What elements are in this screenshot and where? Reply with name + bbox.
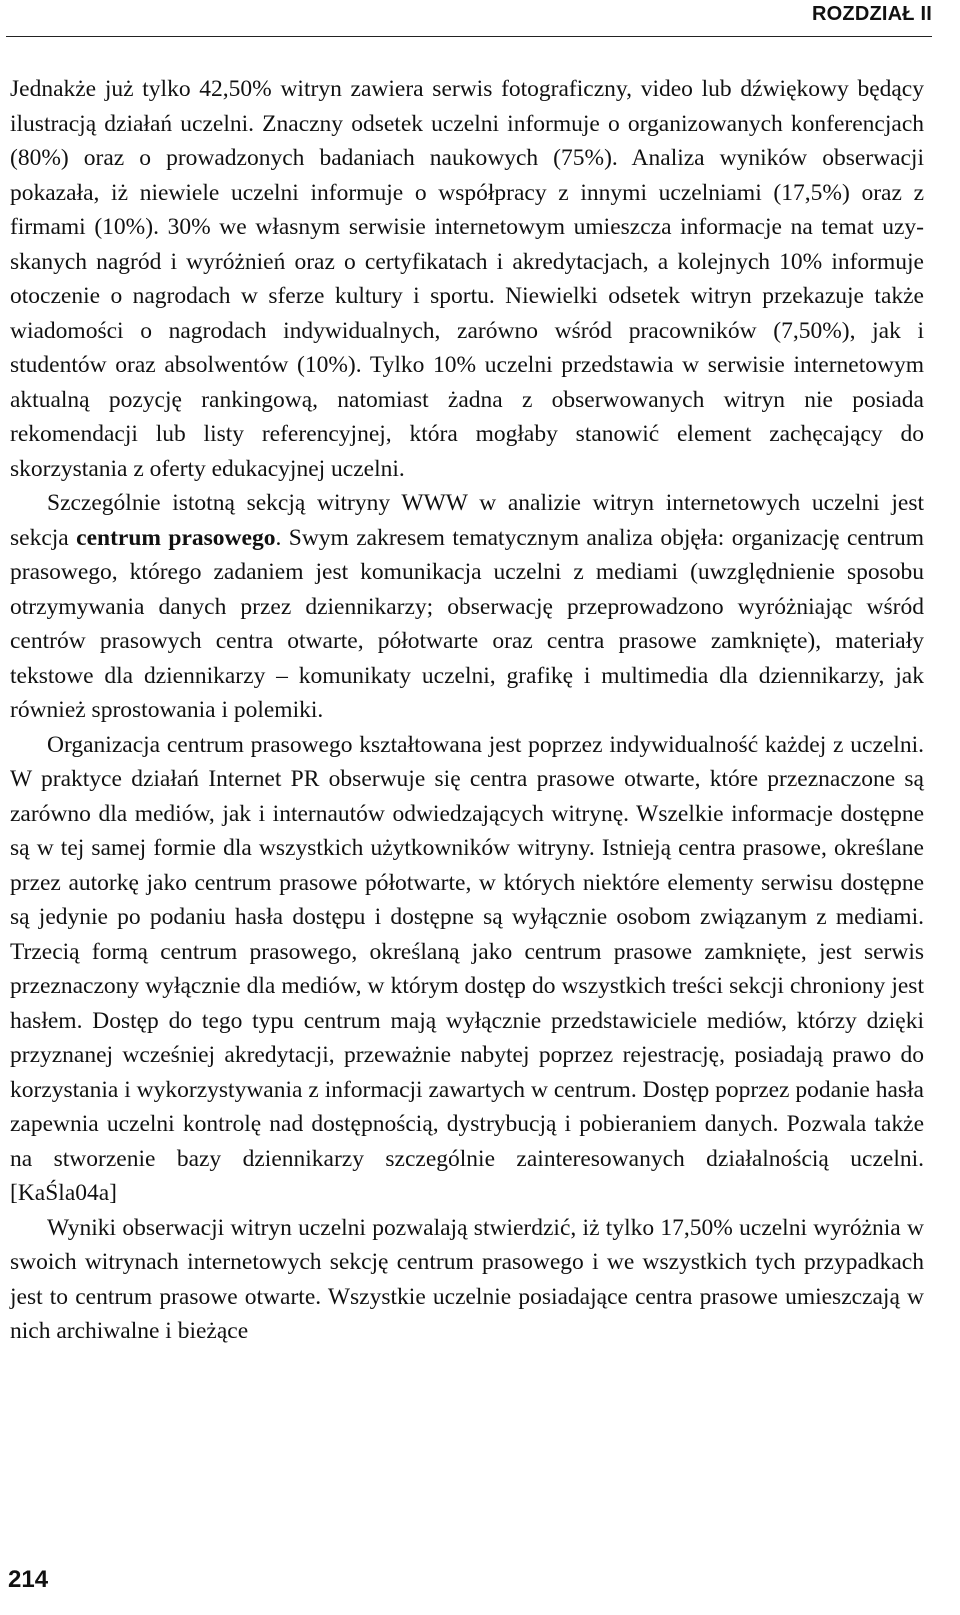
paragraph-4 bbox=[10, 1211, 924, 1349]
paragraph-3 bbox=[10, 728, 924, 1211]
paragraph-2-text-end: . Swym zakresem tematycznym analiza objęła: organizację centrum prasowego, którego zadaniem jest komunikacja uczelni z mediami (uwzględnienie sposobu otrzymywania danych przez dziennikarzy; obserwację przeprowadzono wyróżniając wśród centrów prasowych centra otwarte, półotwarte oraz centra prasowe zamknięte), materiały tekstowe dla dziennikarzy – komunikaty uczelni, grafikę i multimedia dla dziennikarzy, jak również sprostowania i polemiki. bbox=[10, 524, 924, 723]
page-number: 214 bbox=[8, 1566, 49, 1593]
paragraph-1-text: Jednakże już tylko 42,50% witryn zawiera serwis fotograficzny, video lub dźwiękowy będący ilustracją działań uczelni. Znaczny odsetek uczelni informuje o organizowanych konferencjach (80%) oraz o prowadzonych badaniach naukowych (75%). Analiza wyników obserwacji pokazała, iż niewiele uczelni informuje o współpracy z innymi uczelniami (17,5%) oraz z firmami (10%). 30% we własnym serwisie internetowym umieszcza informacje na temat uzyskanych nagród i wyróżnień oraz o certyfikatach i akredytacjach, a kolejnych 10% informuje otoczenie o nagrodach w sferze kultury i sportu. Niewielki odsetek witryn przekazuje także wiadomości o nagrodach indywidualnych, zarówno wśród pracowników (7,50%), jak i studentów oraz absolwentów (10%). Tylko 10% uczelni przedstawia w serwisie internetowym aktualną pozycję rankingową, natomiast żadna z obserwowanych witryn nie posiada rekomendacji lub listy referencyjnej, która mogłaby stanowić element zachęcający do skorzystania z oferty edukacyjnej uczelni. bbox=[10, 76, 924, 482]
paragraph-4-text: Wyniki obserwacji witryn uczelni pozwalają stwierdzić, iż tylko 17,50% uczelni wyróżnia w swoich witrynach internetowych sekcję centrum prasowego i we wszystkich tych przypadkach jest to centrum prasowe otwarte. Wszystkie uczelnie posiadające centra prasowe umieszczają w nich archiwalne i bieżące bbox=[10, 1214, 924, 1344]
paragraph-1 bbox=[10, 72, 924, 486]
paragraph-2-text-start: Szczególnie istotną sekcją witryny WWW w analizie witryn internetowych uczelni jest sekcja bbox=[10, 490, 924, 551]
bold-term-centrum-prasowego: centrum prasowego bbox=[76, 524, 276, 551]
header-rule bbox=[6, 36, 932, 37]
chapter-running-head: ROZDZIAŁ II bbox=[812, 3, 932, 25]
paragraph-2 bbox=[10, 486, 924, 728]
paragraph-3-text: Organizacja centrum prasowego kształtowana jest poprzez indywidualność każdej z uczelni. W praktyce działań Internet PR obserwuje się centra prasowe otwarte, które przeznaczone są zarówno dla mediów, jak i internautów odwiedzających witrynę. Wszelkie informacje dostępne są w tej samej formie dla wszystkich użytkowników witryny. Istnieją centra prasowe, określane przez autorkę jako centrum prasowe półotwarte, w których niektóre elementy serwisu dostępne są jedynie po podaniu hasła dostępu i dostępne są wyłącznie osobom związanym z mediami. Trzecią formą centrum prasowego, określaną jako centrum prasowe zamknięte, jest serwis przeznaczony wyłącznie dla mediów, w którym dostęp do wszystkich treści sekcji chroniony jest hasłem. Dostęp do tego typu centrum mają wyłącznie przedstawiciele mediów, którzy dzięki przyznanej wcześniej akredytacji, przeważnie nabytej poprzez rejestrację, posiadają prawo do korzystania i wykorzystywania z informacji zawartych w centrum. Dostęp poprzez podanie hasła zapewnia uczelni kontrolę nad dostępnością, dystrybucją i pobieraniem danych. Pozwala także na stworzenie bazy dziennikarzy szczególnie zainteresowanych działalnością uczelni. [KaŚla04a] bbox=[10, 731, 924, 1206]
body-text bbox=[10, 72, 924, 1349]
